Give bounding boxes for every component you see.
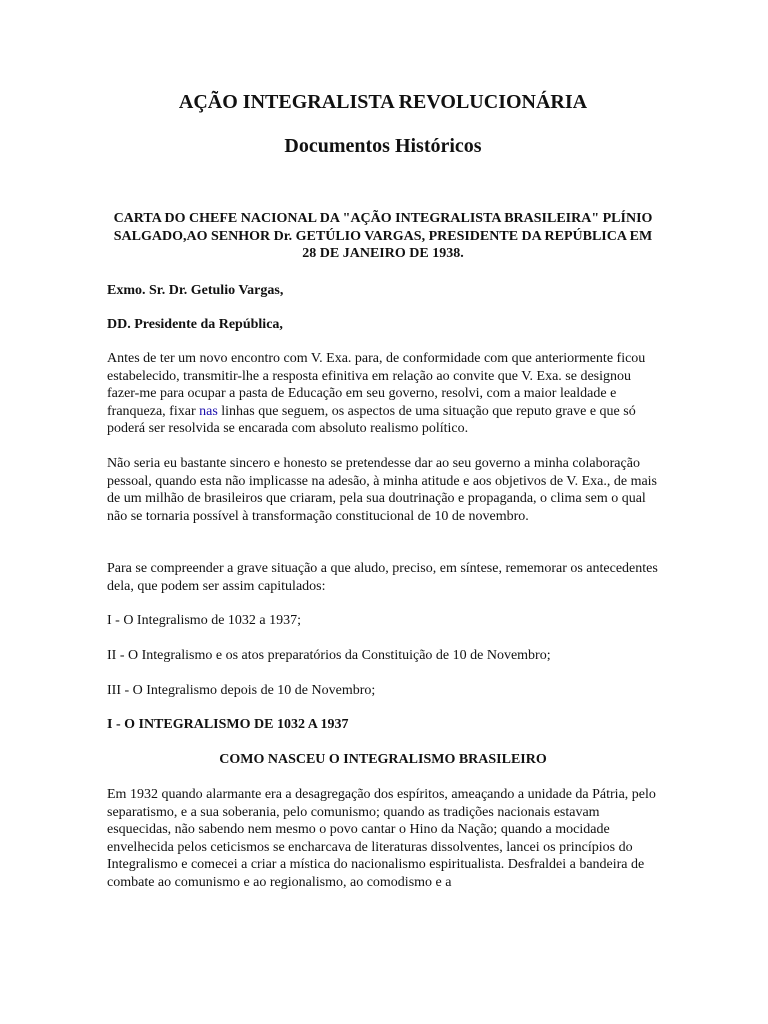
list-item-2: II - O Integralismo e os atos preparatórios da Constituição de 10 de Novembro;	[107, 648, 551, 663]
paragraph-1-text-start: Antes de ter um novo encontro com V. Exa. para, de conformidade com que anteriormente ficou estabelecido, transmitir-lhe a resposta efinitiva em relação ao convite que V. Exa. se designou fazer-me para ocupar a pasta de Educação em seu governo, resolvi, com a maior lealdade e franqueza, fixar	[107, 351, 646, 419]
salutation-title: DD. Presidente da República,	[107, 317, 283, 332]
paragraph-1	[107, 350, 659, 438]
paragraph-4: Em 1932 quando alarmante era a desagregação dos espíritos, ameaçando a unidade da Pátria, pelo separatismo, e a sua soberania, pelo comunismo; quando as tradições nacionais estavam esquecidas, não sabendo nem mesmo o povo cantar o Hino da Nação; quando a mocidade envelhecida pelos ceticismos se encharcava de literaturas dissolventes, lancei os princípios do Integralismo e comecei a criar a mística do nacionalismo espiritualista. Desfraldei a bandeira de combate ao comunismo e ao regionalismo, ao comodismo e a	[107, 787, 656, 890]
paragraph-2: Não seria eu bastante sincero e honesto se pretendesse dar ao seu governo a minha colaboração pessoal, quando esta não implicasse na adesão, à minha atitude e aos objetivos de V. Exa., de mais de um milhão de brasileiros que criaram, pela sua doutrinação e propaganda, o clima sem o qual não se tornaria possível à transformação constitucional de 10 de novembro.	[107, 456, 658, 524]
section-heading: I - O INTEGRALISMO DE 1032 A 1937	[107, 717, 349, 732]
paragraph-3: Para se compreender a grave situação a que aludo, preciso, em síntese, rememorar os antecedentes dela, que podem ser assim capitulados:	[107, 561, 658, 594]
letter-heading: CARTA DO CHEFE NACIONAL DA "AÇÃO INTEGRALISTA BRASILEIRA" PLÍNIO SALGADO,AO SENHOR Dr. GETÚLIO VARGAS, PRESIDENTE DA REPÚBLICA EM 28 DE JANEIRO DE 1938.	[113, 211, 653, 261]
salutation-recipient: Exmo. Sr. Dr. Getulio Vargas,	[107, 283, 284, 298]
document-title: AÇÃO INTEGRALISTA REVOLUCIONÁRIA	[178, 91, 588, 113]
subsection-heading: COMO NASCEU O INTEGRALISMO BRASILEIRO	[219, 752, 547, 767]
document-subtitle: Documentos Históricos	[284, 135, 482, 157]
paragraph-1-text-end: linhas que seguem, os aspectos de uma situação que reputo grave e que só poderá ser resolvida se encarada com absoluto realismo político.	[107, 403, 636, 436]
inline-link-nas[interactable]: nas	[199, 403, 218, 419]
list-item-1: I - O Integralismo de 1032 a 1937;	[107, 613, 302, 628]
list-item-3: III - O Integralismo depois de 10 de Novembro;	[107, 683, 376, 698]
